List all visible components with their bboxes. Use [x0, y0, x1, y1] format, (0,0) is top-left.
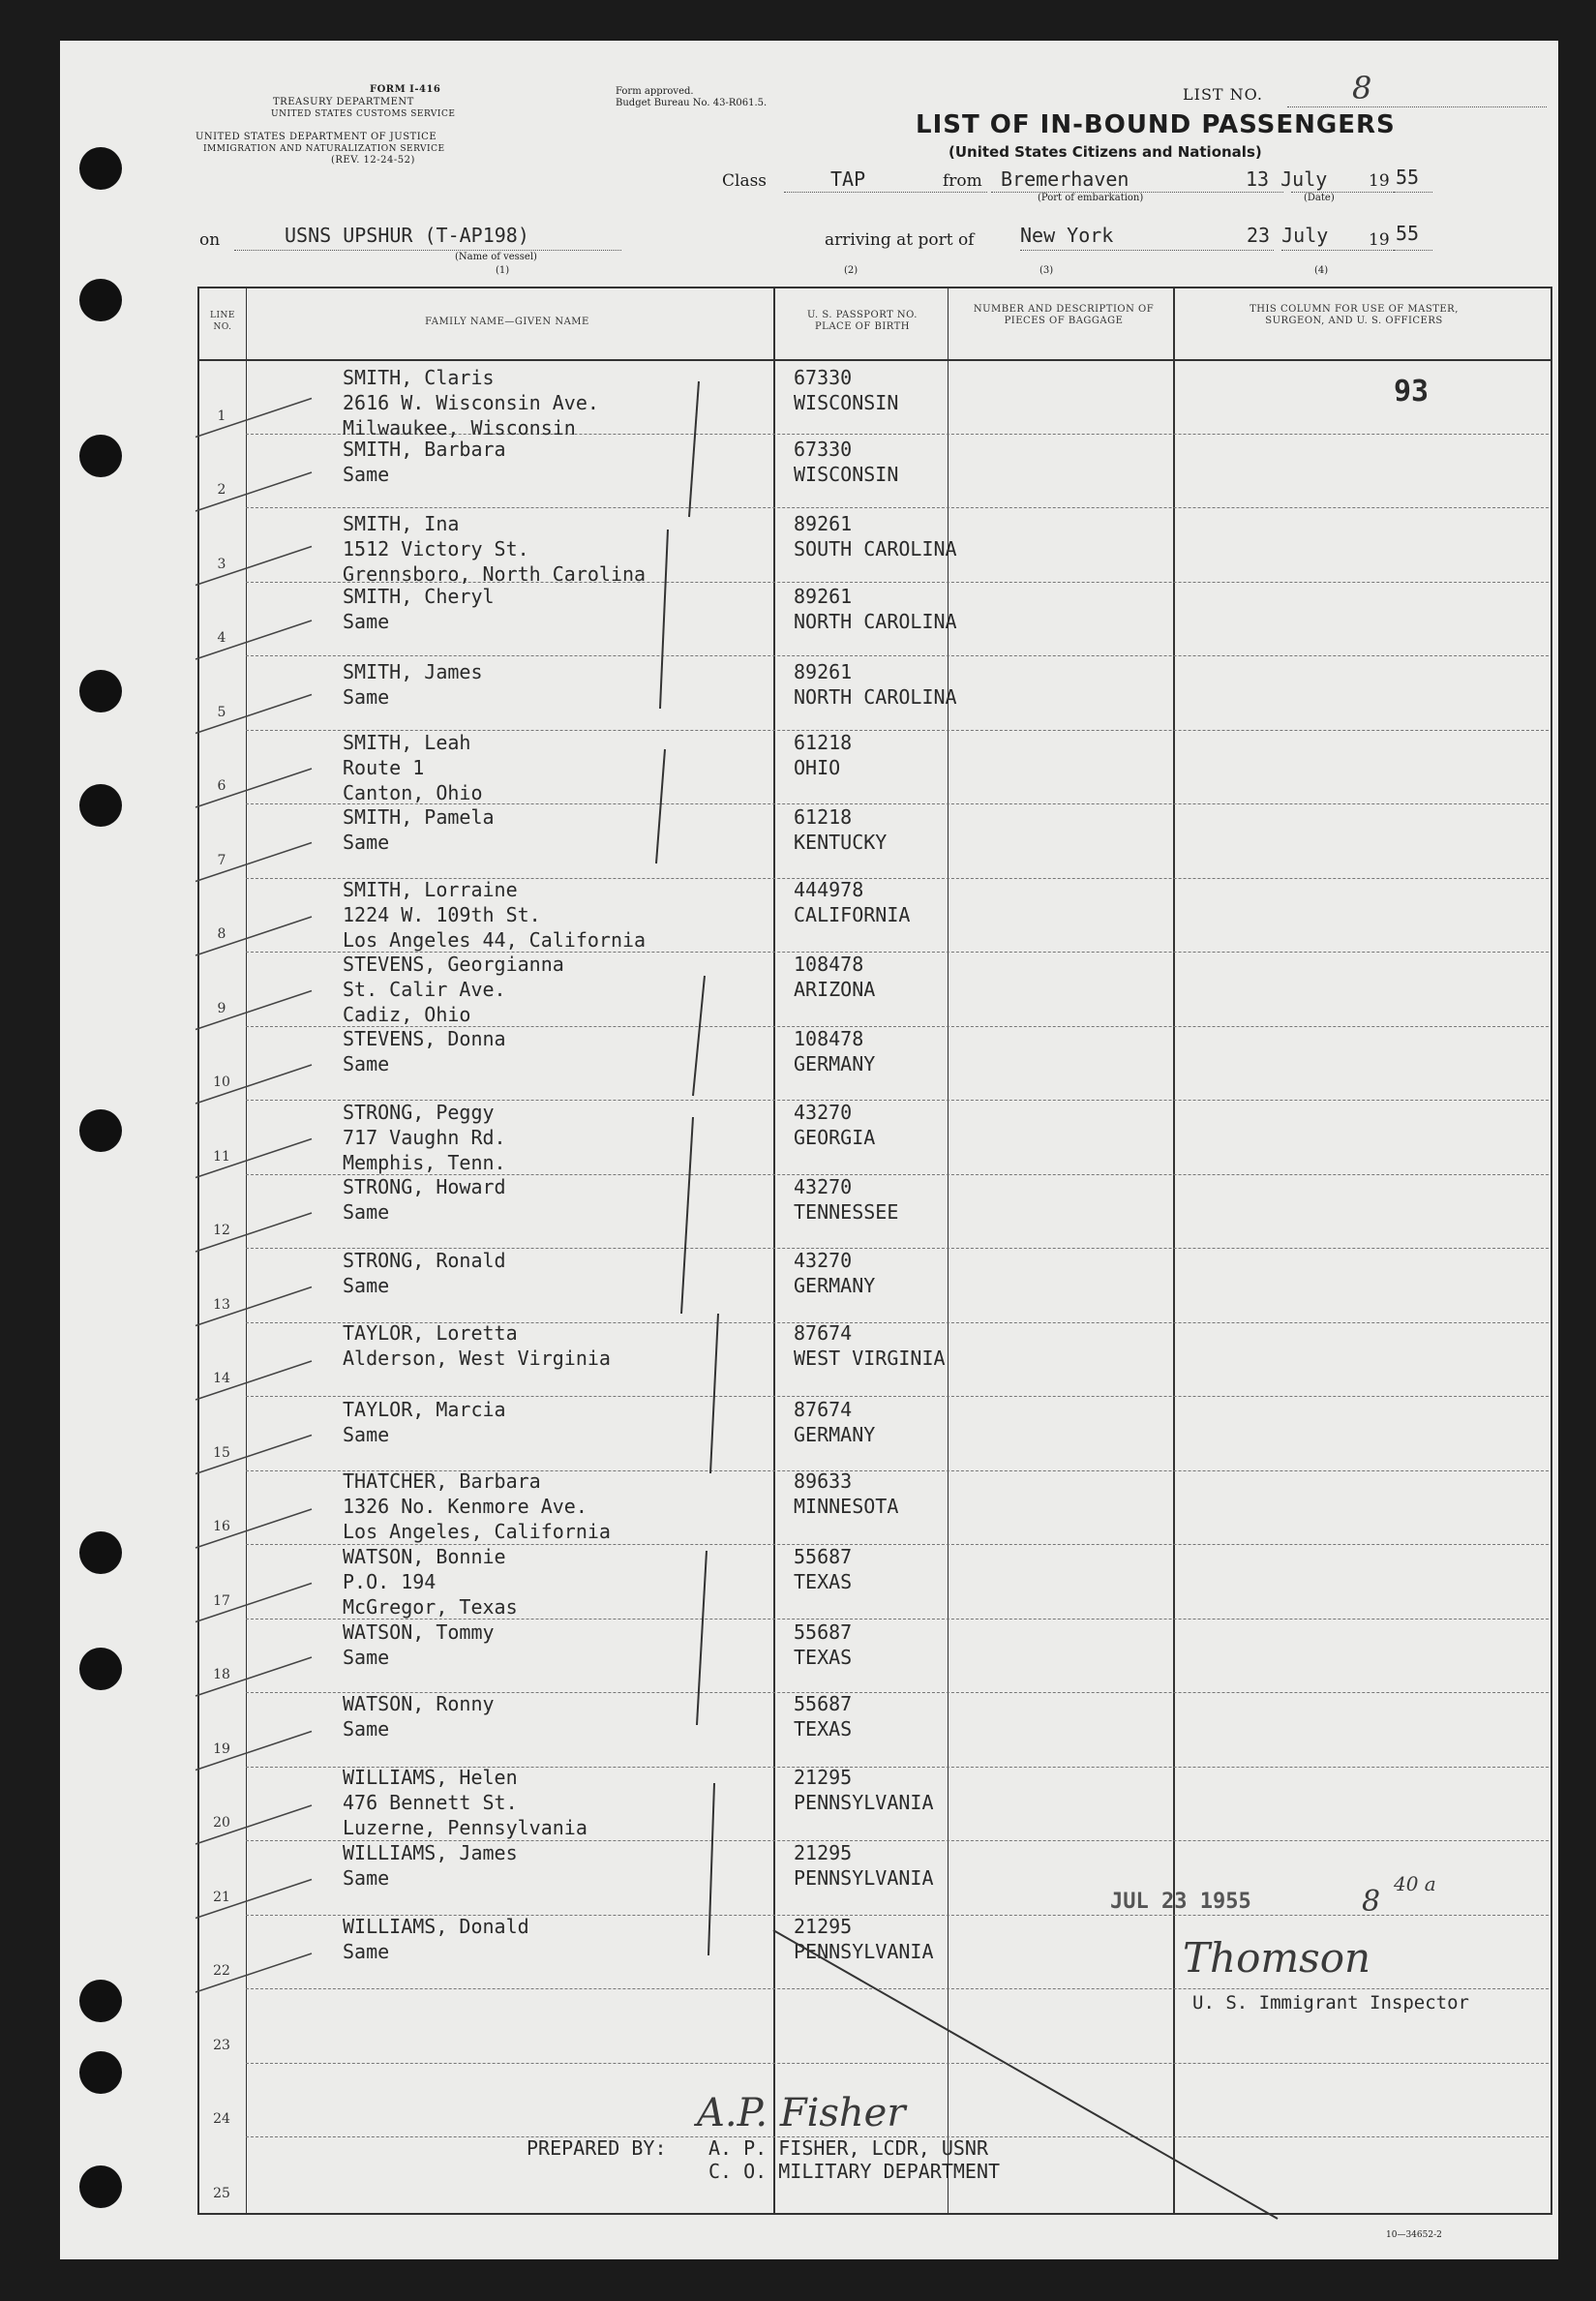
ins-service: IMMIGRATION AND NATURALIZATION SERVICE: [203, 144, 445, 154]
place-of-birth: WEST VIRGINIA: [794, 1347, 946, 1370]
line-number: 14: [213, 1371, 230, 1386]
check-tick-mark: [196, 695, 312, 734]
bracket-mark: [689, 381, 699, 517]
passenger-address-line: Canton, Ohio: [343, 781, 483, 804]
passport-number: 89261: [794, 660, 853, 683]
check-tick-mark: [196, 1436, 312, 1474]
passport-number: 61218: [794, 731, 853, 754]
passenger-address-line: Same: [343, 610, 390, 633]
preparer-name: A. P. FISHER, LCDR, USNR: [708, 2136, 988, 2160]
arrival-year: 55: [1396, 222, 1420, 245]
col-index-2: (2): [844, 265, 858, 276]
place-of-birth: NORTH CAROLINA: [794, 685, 957, 709]
port-caption: (Port of embarkation): [1038, 193, 1144, 203]
passenger-name: TAYLOR, Marcia: [343, 1398, 506, 1421]
line-number: 10: [213, 1075, 230, 1090]
check-tick-mark: [196, 1953, 312, 1992]
class-label: Class: [722, 171, 768, 191]
col-header-passport: U. S. PASSPORT NO. PLACE OF BIRTH: [807, 310, 918, 332]
passport-number: 67330: [794, 366, 853, 389]
check-tick-mark: [196, 399, 312, 438]
vessel-name: USNS UPSHUR (T-AP198): [285, 224, 529, 247]
passenger-address-line: 476 Bennett St.: [343, 1791, 518, 1814]
stamp-code-sup: 40 a: [1394, 1872, 1436, 1895]
date-stamp: JUL 23 1955: [1110, 1890, 1251, 1914]
line-number: 15: [213, 1444, 230, 1461]
page-title: LIST OF IN-BOUND PASSENGERS: [916, 110, 1396, 139]
check-tick-mark: [196, 843, 312, 882]
passenger-name: STRONG, Ronald: [343, 1249, 506, 1272]
line-number: 9: [217, 1000, 226, 1016]
place-of-birth: TEXAS: [794, 1646, 853, 1669]
passenger-address-line: Same: [343, 1274, 390, 1297]
place-of-birth: WISCONSIN: [794, 391, 899, 414]
passenger-name: THATCHER, Barbara: [343, 1469, 541, 1493]
line-number: 24: [213, 2111, 230, 2127]
passenger-address-line: Same: [343, 1646, 390, 1669]
passenger-address-line: 1512 Victory St.: [343, 537, 529, 560]
date-caption: (Date): [1304, 193, 1335, 203]
bracket-mark: [710, 1314, 718, 1473]
line-number: 20: [213, 1815, 230, 1831]
place-of-birth: SOUTH CAROLINA: [794, 537, 957, 560]
manifest-sheet: [60, 41, 1558, 2259]
passenger-address-line: Same: [343, 1866, 390, 1890]
passport-number: 61218: [794, 805, 853, 829]
passport-number: 21295: [794, 1766, 853, 1789]
passenger-address-line: Same: [343, 1200, 390, 1224]
place-of-birth: GERMANY: [794, 1423, 876, 1446]
passenger-address-line: Same: [343, 1052, 390, 1075]
place-of-birth: PENNSYLVANIA: [794, 1866, 934, 1890]
departure-date: 13 July: [1246, 167, 1328, 191]
form-number: FORM I-416: [370, 84, 441, 95]
line-number: 2: [217, 482, 226, 498]
passenger-address-line: Los Angeles 44, California: [343, 928, 647, 952]
preparer-department: C. O. MILITARY DEPARTMENT: [708, 2160, 1001, 2183]
passport-number: 108478: [794, 1027, 864, 1050]
passport-number: 89261: [794, 585, 853, 608]
list-no-value: 8: [1352, 70, 1372, 106]
passenger-name: WILLIAMS, Donald: [343, 1915, 529, 1938]
passenger-address-line: St. Calir Ave.: [343, 978, 506, 1001]
list-no-label: LIST NO.: [1183, 85, 1263, 104]
check-tick-mark: [196, 1213, 312, 1252]
preparer-signature: A.P. Fisher: [697, 2091, 906, 2135]
check-tick-mark: [196, 917, 312, 955]
passenger-address-line: McGregor, Texas: [343, 1595, 518, 1619]
passport-number: 55687: [794, 1692, 853, 1715]
page-subtitle: (United States Citizens and Nationals): [949, 143, 1262, 161]
check-tick-mark: [196, 472, 312, 511]
line-number: 5: [217, 704, 226, 720]
passport-number: 43270: [794, 1101, 853, 1124]
line-number: 13: [213, 1296, 230, 1313]
line-number: 21: [213, 1889, 230, 1905]
bracket-mark: [693, 976, 705, 1096]
place-of-birth: GEORGIA: [794, 1126, 876, 1149]
passenger-name: SMITH, Barbara: [343, 438, 506, 461]
passenger-address-line: Same: [343, 1717, 390, 1741]
passenger-address-line: Same: [343, 685, 390, 709]
from-label: from: [943, 171, 982, 191]
passenger-address-line: Los Angeles, California: [343, 1520, 611, 1543]
vessel-caption: (Name of vessel): [455, 252, 537, 262]
col-header-baggage: NUMBER AND DESCRIPTION OF PIECES OF BAGGAGE: [973, 304, 1155, 326]
place-of-birth: GERMANY: [794, 1052, 876, 1075]
col-index-3: (3): [1039, 265, 1054, 276]
passenger-address-line: Grennsboro, North Carolina: [343, 562, 647, 586]
place-of-birth: GERMANY: [794, 1274, 876, 1297]
place-of-birth: MINNESOTA: [794, 1495, 899, 1518]
place-of-birth: TEXAS: [794, 1570, 853, 1593]
passenger-address-line: Alderson, West Virginia: [343, 1347, 611, 1370]
col-index-4: (4): [1314, 265, 1329, 276]
passport-number: 89261: [794, 512, 853, 535]
passport-number: 87674: [794, 1321, 853, 1345]
check-tick-mark: [196, 1805, 312, 1844]
check-tick-mark: [196, 1880, 312, 1919]
bracket-mark: [656, 749, 665, 863]
bracket-mark: [708, 1783, 714, 1955]
passenger-name: TAYLOR, Loretta: [343, 1321, 518, 1345]
check-tick-mark: [196, 991, 312, 1030]
prepared-by-label: PREPARED BY:: [527, 2136, 667, 2160]
year-prefix: 19: [1369, 230, 1390, 250]
arriving-label: arriving at port of: [825, 230, 975, 250]
line-number: 16: [213, 1519, 230, 1534]
line-number: 12: [213, 1223, 230, 1238]
officer-count: 93: [1394, 375, 1430, 409]
col-header-name: FAMILY NAME—GIVEN NAME: [425, 317, 589, 327]
place-of-birth: PENNSYLVANIA: [794, 1940, 934, 1963]
check-tick-mark: [196, 1361, 312, 1400]
place-of-birth: NORTH CAROLINA: [794, 610, 957, 633]
on-label: on: [199, 230, 221, 250]
passenger-address-line: P.O. 194: [343, 1570, 437, 1593]
col-header-line: LINE NO.: [210, 311, 235, 332]
passenger-address-line: Route 1: [343, 756, 425, 779]
line-number: 17: [213, 1592, 230, 1609]
passport-number: 55687: [794, 1620, 853, 1644]
col-header-officers: THIS COLUMN FOR USE OF MASTER, SURGEON, AND U. S. OFFICERS: [1250, 304, 1459, 326]
port-of-embarkation: Bremerhaven: [1001, 167, 1129, 191]
form-approved: Form approved.: [616, 86, 694, 97]
budget-bureau: Budget Bureau No. 43-R061.5.: [616, 98, 768, 108]
check-tick-mark: [196, 547, 312, 586]
passport-number: 87674: [794, 1398, 853, 1421]
place-of-birth: WISCONSIN: [794, 463, 899, 486]
arrival-date: 23 July: [1247, 224, 1329, 247]
passenger-name: SMITH, James: [343, 660, 483, 683]
passenger-address-line: 1326 No. Kenmore Ave.: [343, 1495, 587, 1518]
bracket-mark: [660, 530, 668, 709]
customs-service: UNITED STATES CUSTOMS SERVICE: [271, 109, 456, 119]
passenger-address-line: 717 Vaughn Rd.: [343, 1126, 506, 1149]
col-index-1: (1): [496, 265, 510, 276]
passenger-name: SMITH, Pamela: [343, 805, 495, 829]
line-number: 8: [217, 926, 226, 942]
inspector-title: U. S. Immigrant Inspector: [1192, 1992, 1469, 2013]
passenger-name: WATSON, Tommy: [343, 1620, 495, 1644]
passenger-name: STEVENS, Donna: [343, 1027, 506, 1050]
passenger-name: SMITH, Cheryl: [343, 585, 495, 608]
check-tick-mark: [196, 1509, 312, 1548]
check-tick-mark: [196, 1732, 312, 1771]
passenger-name: STEVENS, Georgianna: [343, 953, 564, 976]
passenger-address-line: Same: [343, 831, 390, 854]
passenger-name: WILLIAMS, James: [343, 1841, 518, 1864]
revision: (REV. 12-24-52): [331, 155, 415, 166]
departure-year: 55: [1396, 166, 1420, 189]
place-of-birth: ARIZONA: [794, 978, 876, 1001]
check-tick-mark: [196, 1657, 312, 1696]
line-number: 3: [217, 556, 226, 572]
passport-number: 43270: [794, 1249, 853, 1272]
passport-number: 21295: [794, 1841, 853, 1864]
treasury-dept: TREASURY DEPARTMENT: [273, 97, 414, 107]
place-of-birth: OHIO: [794, 756, 841, 779]
line-number: 1: [217, 408, 226, 424]
passenger-name: STRONG, Howard: [343, 1175, 506, 1198]
passport-number: 89633: [794, 1469, 853, 1493]
line-number: 22: [213, 1963, 230, 1979]
passenger-name: WILLIAMS, Helen: [343, 1766, 518, 1789]
passport-number: 67330: [794, 438, 853, 461]
line-number: 4: [217, 630, 226, 646]
check-tick-mark: [196, 1065, 312, 1104]
check-tick-mark: [196, 769, 312, 807]
passenger-name: STRONG, Peggy: [343, 1101, 495, 1124]
passenger-address-line: Same: [343, 1940, 390, 1963]
line-number: 6: [217, 778, 226, 794]
place-of-birth: PENNSYLVANIA: [794, 1791, 934, 1814]
year-prefix: 19: [1369, 171, 1390, 191]
line-number: 19: [213, 1741, 230, 1757]
passenger-address-line: 1224 W. 109th St.: [343, 903, 541, 926]
bracket-mark: [697, 1551, 707, 1725]
passport-number: 108478: [794, 953, 864, 976]
justice-dept: UNITED STATES DEPARTMENT OF JUSTICE: [196, 132, 437, 142]
passenger-address-line: Memphis, Tenn.: [343, 1151, 506, 1174]
passenger-address-line: Cadiz, Ohio: [343, 1003, 471, 1026]
passenger-name: WATSON, Ronny: [343, 1692, 495, 1715]
passenger-address-line: Same: [343, 1423, 390, 1446]
passport-number: 444978: [794, 878, 864, 901]
passport-number: 43270: [794, 1175, 853, 1198]
arrival-port: New York: [1020, 224, 1114, 247]
line-number: 11: [213, 1148, 230, 1165]
stamp-code: 8: [1362, 1885, 1381, 1919]
passenger-name: SMITH, Claris: [343, 366, 495, 389]
passenger-name: SMITH, Leah: [343, 731, 471, 754]
inspector-signature: Thomson: [1183, 1934, 1371, 1982]
passenger-name: WATSON, Bonnie: [343, 1545, 506, 1568]
bracket-mark: [681, 1117, 693, 1314]
check-tick-mark: [196, 1139, 312, 1178]
check-tick-mark: [196, 621, 312, 659]
passenger-address-line: 2616 W. Wisconsin Ave.: [343, 391, 599, 414]
check-tick-mark: [196, 1584, 312, 1622]
passenger-address-line: Luzerne, Pennsylvania: [343, 1816, 587, 1839]
footer-code: 10—34652-2: [1386, 2230, 1442, 2240]
place-of-birth: KENTUCKY: [794, 831, 888, 854]
passenger-address-line: Milwaukee, Wisconsin: [343, 416, 576, 439]
line-number: 25: [213, 2185, 230, 2201]
class-value: TAP: [830, 167, 866, 191]
passenger-name: SMITH, Ina: [343, 512, 460, 535]
passenger-name: SMITH, Lorraine: [343, 878, 518, 901]
place-of-birth: CALIFORNIA: [794, 903, 911, 926]
line-number: 23: [213, 2037, 230, 2053]
passport-number: 55687: [794, 1545, 853, 1568]
passenger-address-line: Same: [343, 463, 390, 486]
pencil-marks: [60, 41, 1558, 2259]
check-tick-mark: [196, 1287, 312, 1326]
place-of-birth: TENNESSEE: [794, 1200, 899, 1224]
line-number: 7: [217, 852, 226, 868]
line-number: 18: [213, 1667, 230, 1682]
place-of-birth: TEXAS: [794, 1717, 853, 1741]
passport-number: 21295: [794, 1915, 853, 1938]
